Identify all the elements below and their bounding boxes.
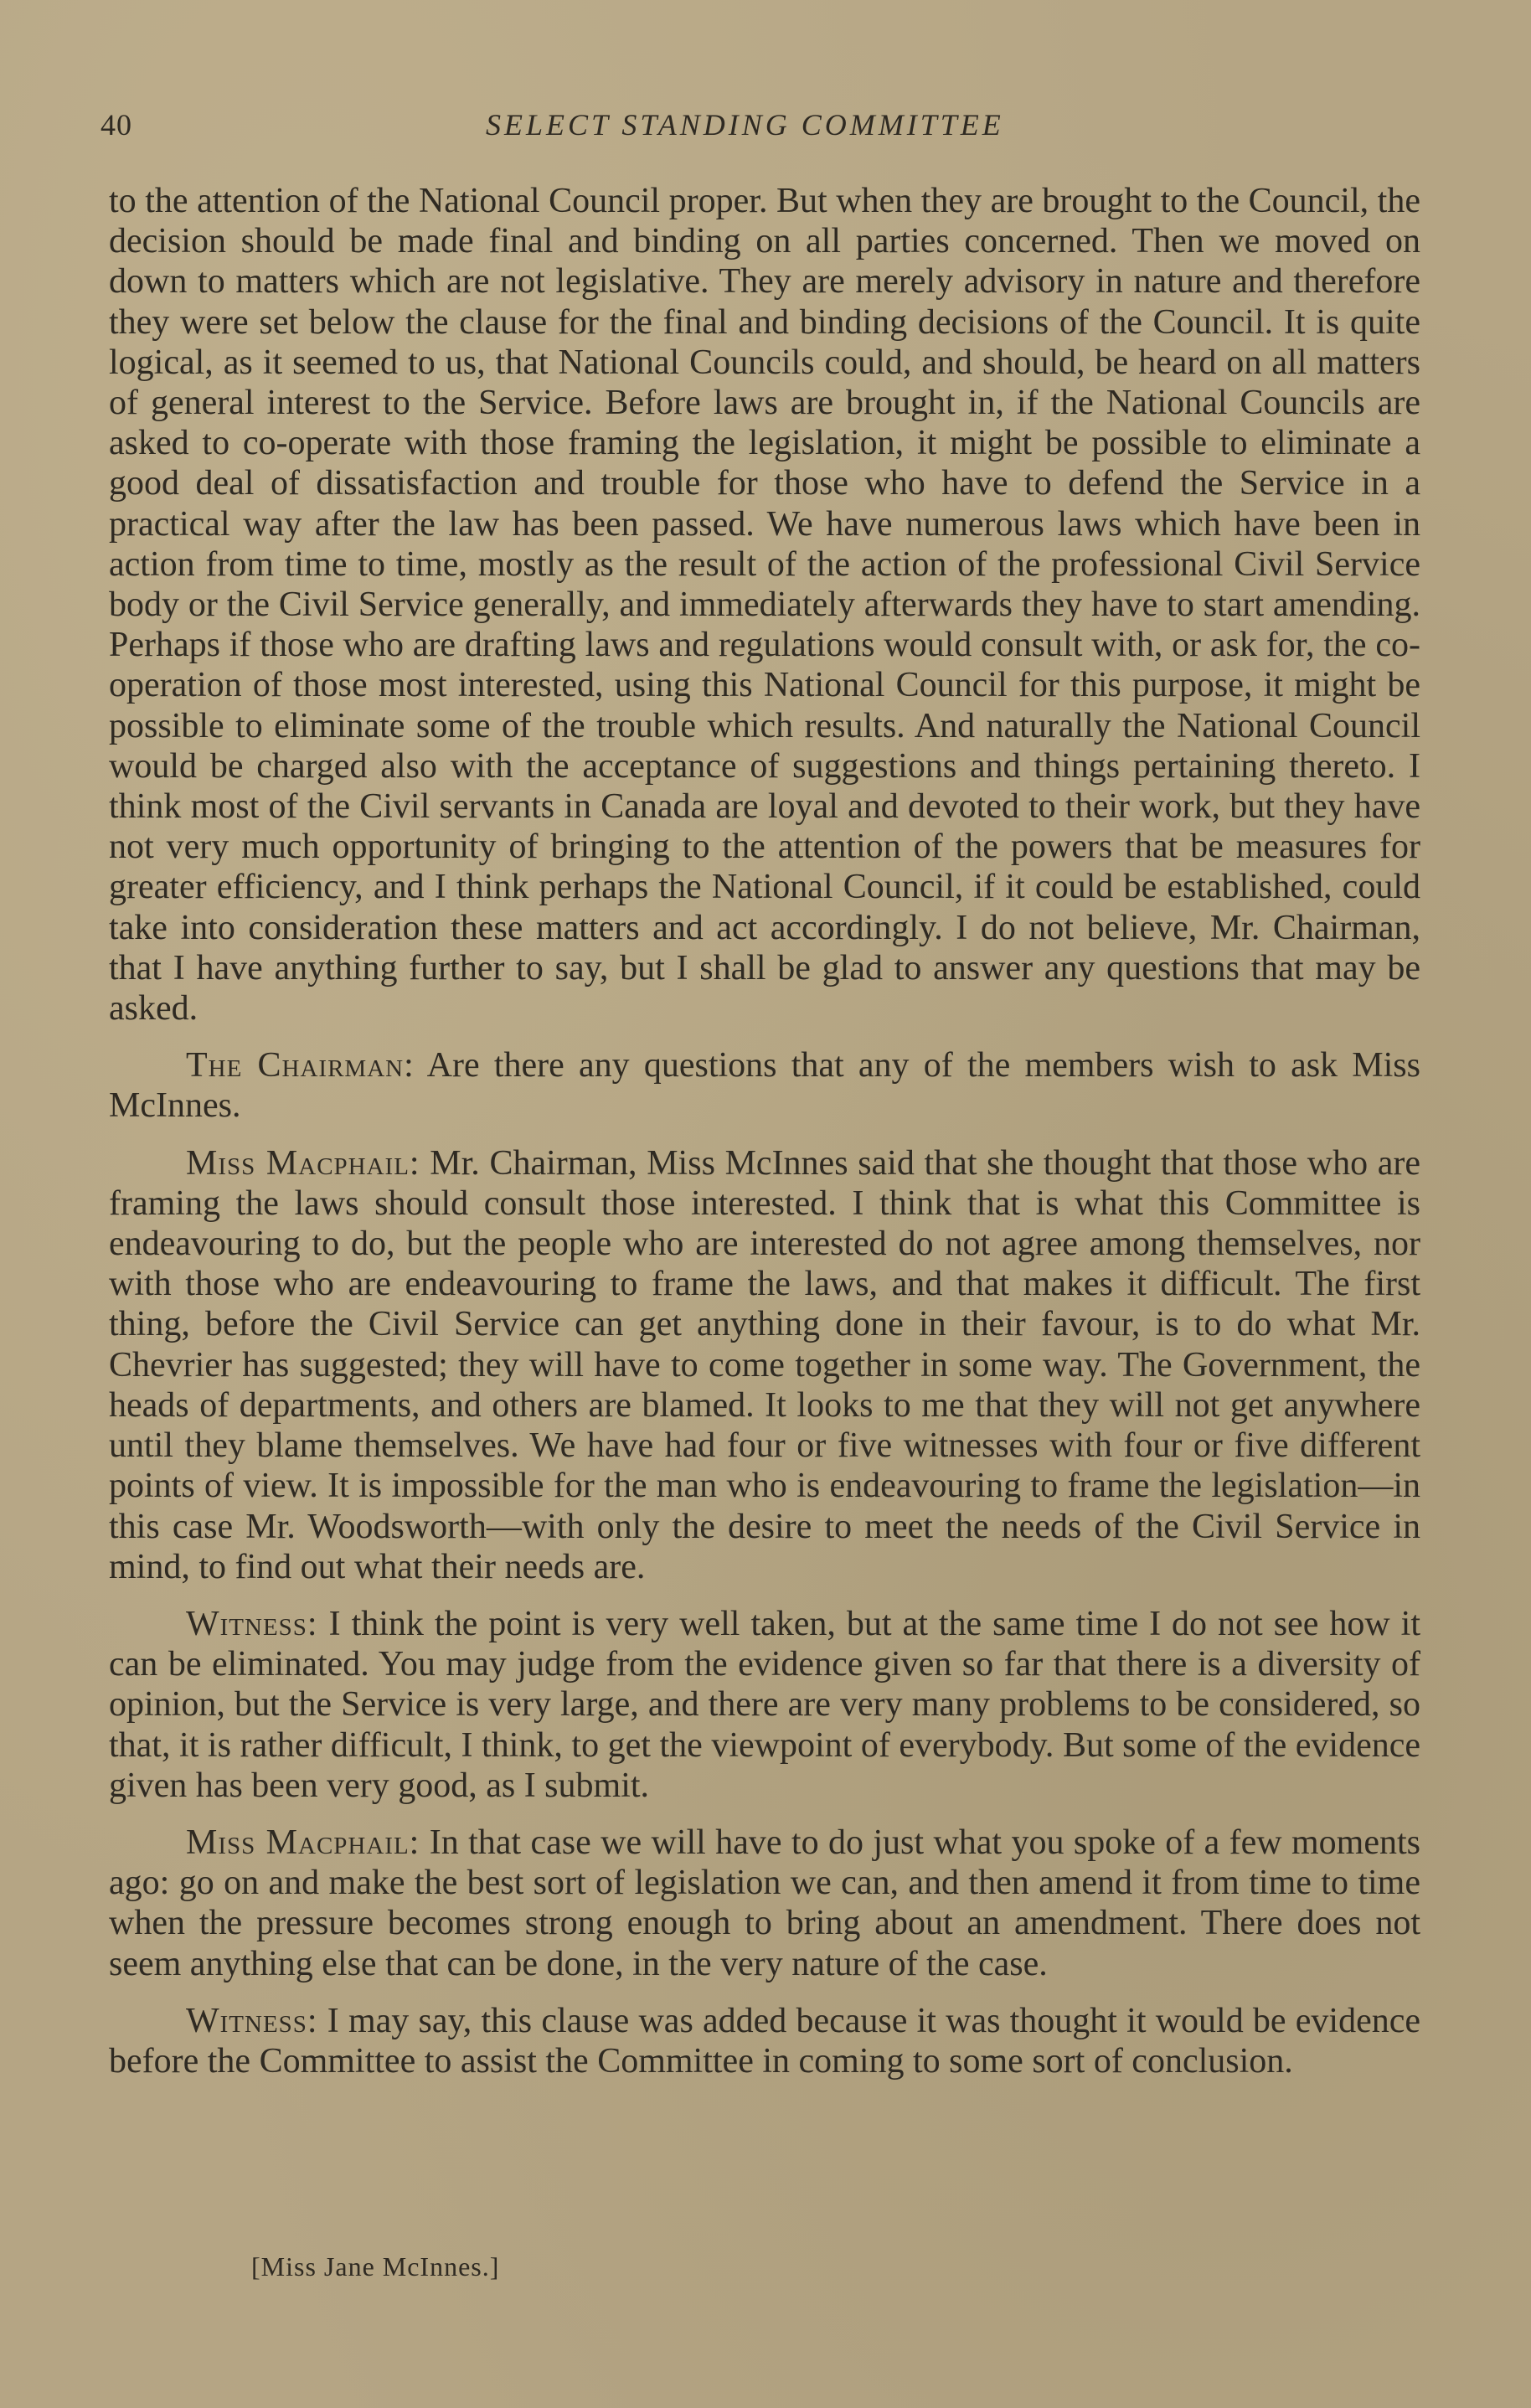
speaker-name: The Chairman: xyxy=(186,1046,415,1085)
page-header xyxy=(101,107,1424,157)
page-number: 40 xyxy=(101,108,132,142)
speaker-name: Miss Macphail: xyxy=(186,1823,420,1862)
paragraph xyxy=(109,1143,1420,1587)
witness-note: [Miss Jane McInnes.] xyxy=(251,2251,500,2282)
speaker-name: Witness: xyxy=(186,1604,318,1643)
paragraph-text: I think the point is very well taken, but at the same time I do not see how it can be eliminated. You may judge from the evidence given so far that there is a diversity of opinion, but the Service is very large, and there are very many problems to be considered, so that, it is rather difficult, I think, to get the viewpoint of everybody. But some of the evidence given has been very good, as I submit. xyxy=(109,1604,1420,1805)
paragraph-text: Are there any questions that any of the members wish to ask Miss McInnes. xyxy=(109,1046,1420,1126)
paragraph xyxy=(109,1045,1420,1126)
paragraph-text: Mr. Chairman, Miss McInnes said that she thought that those who are framing the laws should consult those interested. I think that is what this Committee is endeavouring to do, but the people who are interested do not agree among themselves, nor with those who are endeavouring to frame the laws, and that makes it difficult. The first thing, before the Civil Service can get anything done in their favour, is to do what Mr. Chevrier has suggested; they will have to come together in some way. The Government, the heads of departments, and others are blamed. It looks to me that they will not get anywhere until they blame themselves. We have had four or five witnesses with four or five different points of view. It is impossible for the man who is endeavouring to frame the legislation—in this case Mr. Woodsworth—with only the desire to meet the needs of the Civil Service in mind, to find out what their needs are. xyxy=(109,1143,1420,1586)
paragraph-text: I may say, this clause was added because it was thought it would be evidence before the Committee to assist the Committee in coming to some sort of conclusion. xyxy=(109,2001,1420,2081)
paragraph xyxy=(109,2001,1420,2081)
paragraph-text: to the attention of the National Council proper. But when they are brought to the Council, the decision should be made final and binding on all parties concerned. Then we moved on down to matters which are not legislative. They are merely advisory in nature and therefore they were set below the clause for the final and binding decisions of the Council. It is quite logical, as it seemed to us, that National Councils could, and should, be heard on all matters of general interest to the Service. Before laws are brought in, if the National Councils are asked to co-operate with those framing the legislation, it might be possible to eliminate a good deal of dissatisfaction and trouble for those who have to defend the Service in a practical way after the law has been passed. We have numerous laws which have been in action from time to time, mostly as the result of the action of the professional Civil Service body or the Civil Service generally, and immediately afterwards they have to start amending. Perhaps if those who are drafting laws and regulations would consult with, or ask for, the co-operation of those most interested, using this National Council for this purpose, it might be possible to eliminate some of the trouble which results. And naturally the National Council would be charged also with the acceptance of suggestions and things pertaining thereto. I think most of the Civil servants in Canada are loyal and devoted to their work, but they have not very much opportunity of bringing to the attention of the powers that be measures for greater efficiency, and I think perhaps the National Council, if it could be established, could take into consideration these matters and act accordingly. I do not believe, Mr. Chairman, that I have anything further to say, but I shall be glad to answer any questions that may be asked. xyxy=(109,182,1420,1029)
paragraph-text: In that case we will have to do just what you spoke of a few moments ago: go on and make the best sort of legislation we can, and then amend it from time to time when the pressure becomes strong enough to bring about an amendment. There does not seem anything else that can be done, in the very nature of the case. xyxy=(109,1823,1420,1983)
running-head: SELECT STANDING COMMITTEE xyxy=(486,108,1004,142)
speaker-name: Miss Macphail: xyxy=(186,1143,420,1183)
paragraph xyxy=(109,1604,1420,1806)
speaker-name: Witness: xyxy=(186,2001,318,2040)
paragraph xyxy=(109,181,1420,1029)
body-text xyxy=(109,181,1420,2081)
paragraph xyxy=(109,1823,1420,1984)
